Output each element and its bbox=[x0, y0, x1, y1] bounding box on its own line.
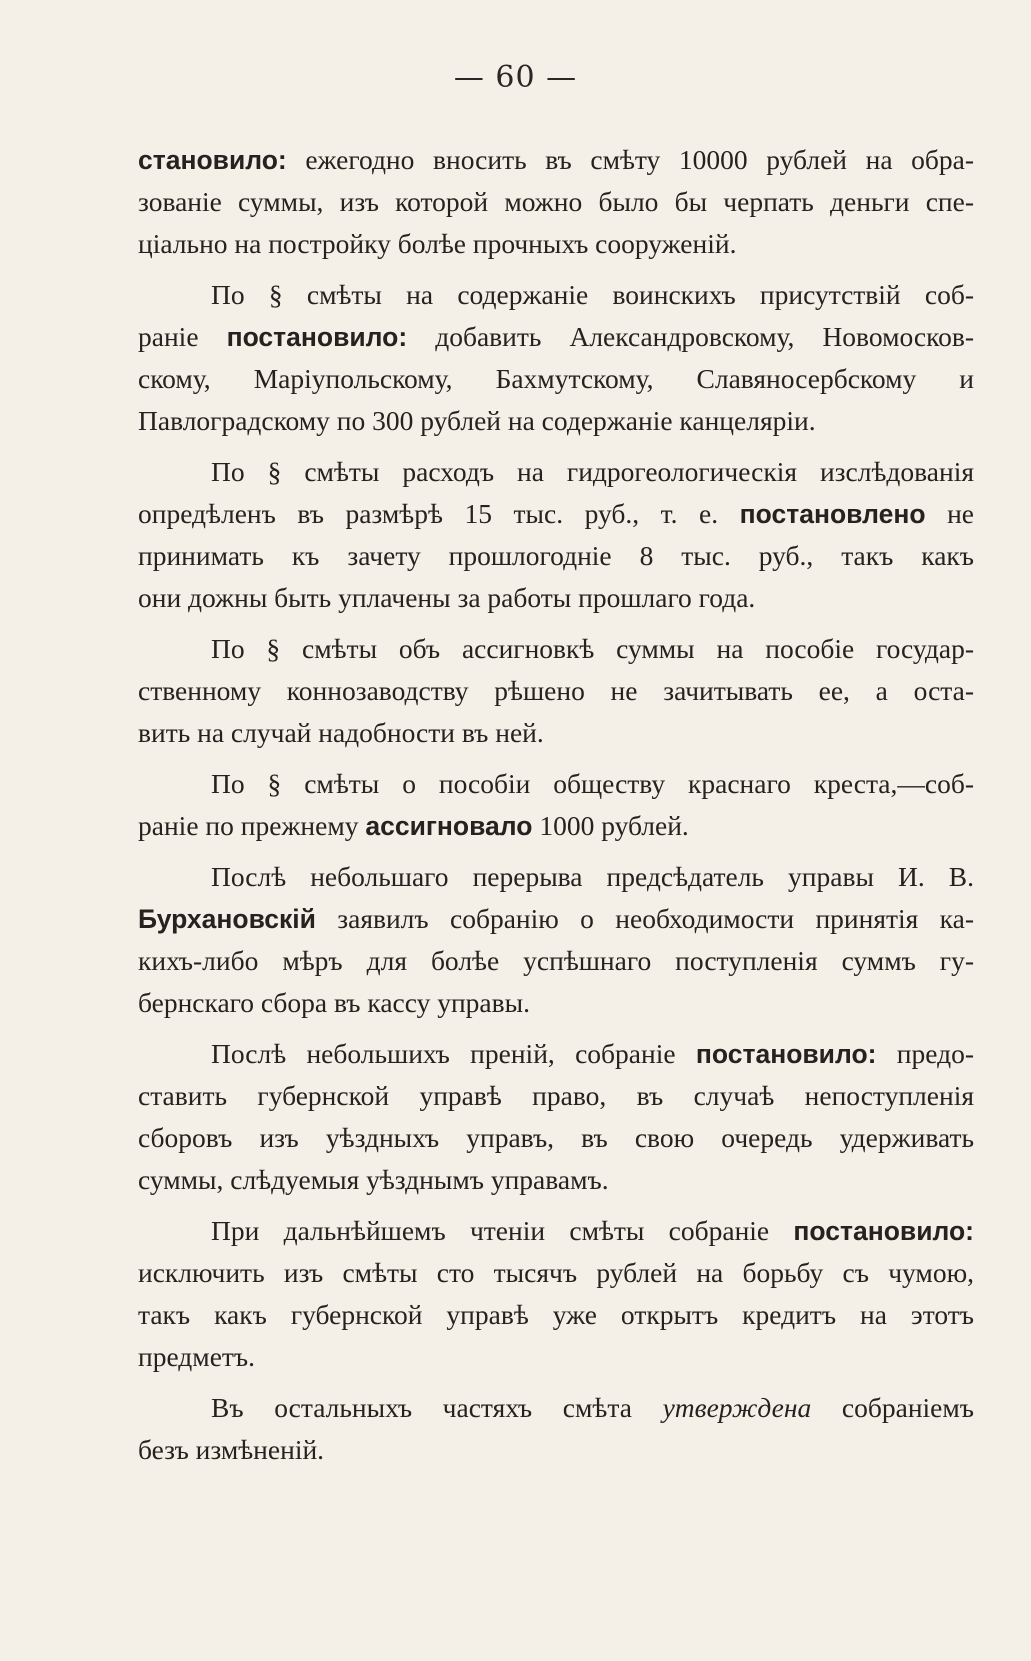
text-segment: добавить Александровскому, Новомосков- bbox=[407, 321, 974, 352]
text-line bbox=[211, 631, 974, 667]
text-segment: принимать къ зачету прошлогодніе 8 тыс. руб., такъ какъ bbox=[138, 540, 974, 571]
text-segment: предо- bbox=[876, 1038, 974, 1069]
text-line bbox=[138, 1120, 974, 1156]
text-line bbox=[138, 361, 974, 397]
text-segment: заявилъ собранію о необходимости принятія ка- bbox=[315, 903, 974, 934]
text-line bbox=[138, 1162, 974, 1198]
text-segment: собраніемъ bbox=[811, 1392, 974, 1423]
bold-term: постановлено bbox=[739, 499, 926, 529]
text-segment: кихъ-либо мѣръ для болѣе успѣшнаго поступленія суммъ гу- bbox=[138, 945, 974, 976]
text-line bbox=[138, 715, 974, 751]
text-line bbox=[138, 226, 974, 262]
page-number: — 60 — bbox=[453, 60, 578, 95]
text-line bbox=[138, 319, 974, 355]
text-line bbox=[211, 1036, 974, 1072]
text-segment: опредѣленъ въ размѣрѣ 15 тыс. руб., т. е. bbox=[138, 498, 740, 529]
text-line bbox=[211, 766, 974, 802]
text-segment: безъ измѣненій. bbox=[138, 1434, 325, 1465]
text-segment: раніе bbox=[138, 321, 227, 352]
bold-term: ассигновало bbox=[365, 811, 533, 841]
text-line bbox=[211, 454, 974, 490]
text-line bbox=[138, 901, 974, 937]
text-line bbox=[138, 1339, 974, 1375]
text-line bbox=[138, 580, 974, 616]
bold-term: Бурхановскій bbox=[138, 904, 316, 934]
text-segment: такъ какъ губернской управѣ уже открытъ кредитъ на этотъ bbox=[138, 1299, 974, 1330]
bold-term: постановило: bbox=[793, 1216, 974, 1246]
text-line bbox=[138, 1432, 974, 1468]
text-line bbox=[138, 673, 974, 709]
text-segment: раніе по прежнему bbox=[138, 810, 366, 841]
text-line bbox=[138, 808, 974, 844]
text-segment: зованіе суммы, изъ которой можно было бы черпать деньги спе- bbox=[138, 186, 974, 217]
italic-term: утверждена bbox=[662, 1392, 812, 1423]
text-segment: По § смѣты на содержаніе воинскихъ присутствій соб- bbox=[211, 279, 974, 310]
text-segment: бернскаго сбора въ кассу управы. bbox=[138, 987, 530, 1018]
text-line bbox=[138, 985, 974, 1021]
text-segment: Послѣ небольшихъ преній, собраніе bbox=[211, 1038, 696, 1069]
text-line bbox=[211, 277, 974, 313]
text-line bbox=[138, 943, 974, 979]
text-segment: ставить губернской управѣ право, въ случаѣ непоступленія bbox=[138, 1080, 974, 1111]
text-line bbox=[211, 1213, 974, 1249]
text-line bbox=[138, 1297, 974, 1333]
text-segment: вить на случай надобности въ ней. bbox=[138, 717, 544, 748]
text-segment: предметъ. bbox=[138, 1341, 256, 1372]
bold-term: становило: bbox=[138, 145, 287, 175]
text-segment: Послѣ небольшаго перерыва предсѣдатель управы И. В. bbox=[211, 861, 974, 892]
bold-term: постановило: bbox=[695, 1039, 877, 1069]
text-line bbox=[138, 184, 974, 220]
text-segment: они дожны быть уплачены за работы прошлаго года. bbox=[138, 582, 756, 613]
text-segment: ственному коннозаводству рѣшено не зачитывать ее, а оста- bbox=[138, 675, 974, 706]
text-segment: По § смѣты объ ассигновкѣ суммы на пособіе государ- bbox=[211, 633, 974, 664]
text-segment: не bbox=[925, 498, 974, 529]
text-line bbox=[211, 859, 974, 895]
text-line bbox=[138, 538, 974, 574]
text-line bbox=[138, 1078, 974, 1114]
bold-term: постановило: bbox=[226, 322, 408, 352]
text-line bbox=[138, 1255, 974, 1291]
text-line bbox=[138, 403, 974, 439]
text-segment: ціально на постройку болѣе прочныхъ сооруженій. bbox=[138, 228, 737, 259]
text-line bbox=[138, 496, 974, 532]
text-segment: По § смѣты расходъ на гидрогеологическія изслѣдованія bbox=[211, 456, 974, 487]
text-segment: Въ остальныхъ частяхъ смѣта bbox=[211, 1392, 663, 1423]
text-segment: сборовъ изъ уѣздныхъ управъ, въ свою очередь удерживать bbox=[138, 1122, 974, 1153]
text-segment: 1000 рублей. bbox=[532, 810, 689, 841]
text-line bbox=[211, 1390, 974, 1426]
text-segment: суммы, слѣдуемыя уѣзднымъ управамъ. bbox=[138, 1164, 609, 1195]
text-line bbox=[138, 142, 974, 178]
text-segment: исключить изъ смѣты сто тысячъ рублей на борьбу съ чумою, bbox=[138, 1257, 974, 1288]
text-segment: ежегодно вносить въ смѣту 10000 рублей на обра- bbox=[286, 144, 974, 175]
text-segment: По § смѣты о пособіи обществу краснаго креста,—соб- bbox=[211, 768, 974, 799]
text-segment: Павлоградскому по 300 рублей на содержаніе канцеляріи. bbox=[138, 405, 816, 436]
text-segment: скому, Маріупольскому, Бахмутскому, Славяносербскому и bbox=[138, 363, 974, 394]
text-segment: При дальнѣйшемъ чтеніи смѣты собраніе bbox=[211, 1215, 794, 1246]
